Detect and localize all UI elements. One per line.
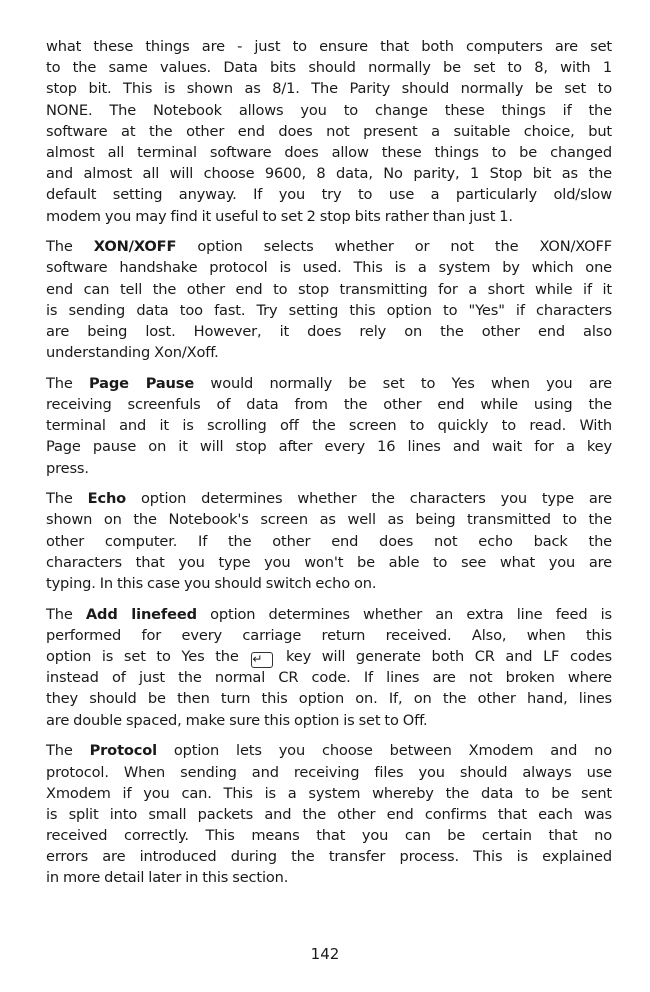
text-line [46, 373, 612, 394]
text-segment: end can tell the other end to stop transmitting for a short while if it [46, 280, 612, 298]
text-segment: stop bit. This is shown as 8/1. The Parity should normally be set to [46, 80, 612, 98]
paragraph [46, 373, 612, 479]
text-line [46, 394, 612, 415]
text-segment: option determines whether an extra line feed is [196, 605, 612, 623]
text-segment: The [46, 605, 86, 623]
text-segment: shown on the Notebook's screen as well as being transmitted to the [46, 511, 612, 529]
text-segment: press. [46, 459, 89, 477]
text-line [46, 415, 612, 436]
text-line [46, 762, 612, 783]
page-body [46, 36, 612, 898]
text-segment: NONE. The Notebook allows you to change these things if the [46, 101, 612, 119]
bold-term: XON/XOFF [93, 238, 177, 256]
text-segment: key will generate both CR and LF codes [275, 648, 612, 666]
text-segment: other computer. If the other end does not echo back the [46, 532, 612, 550]
text-line [46, 509, 612, 530]
text-line [46, 206, 612, 227]
text-line [46, 142, 612, 163]
text-segment: The [46, 490, 88, 508]
text-line [46, 710, 612, 731]
text-segment: characters that you type you won't be able to see what you are [46, 553, 612, 571]
paragraph [46, 604, 612, 731]
text-segment: received correctly. This means that you can be certain that no [46, 827, 612, 845]
text-segment: are being lost. However, it does rely on the other end also [46, 322, 612, 340]
text-line [46, 573, 612, 594]
text-segment: is split into small packets and the other end confirms that each was [46, 805, 612, 823]
text-segment: software handshake protocol is used. This is a system by which one [46, 259, 612, 277]
text-line [46, 646, 612, 667]
text-line [46, 279, 612, 300]
text-segment: they should be then turn this option on. If, on the other hand, lines [46, 690, 612, 708]
text-line [46, 667, 612, 688]
bold-term: Page Pause [89, 374, 195, 392]
paragraph [46, 488, 612, 594]
text-line [46, 867, 612, 888]
text-line [46, 436, 612, 457]
text-line [46, 57, 612, 78]
paragraph [46, 740, 612, 888]
text-segment: what these things are - just to ensure that both computers are set [46, 38, 612, 55]
text-segment: The [46, 374, 90, 392]
text-segment: and almost all will choose 9600, 8 data, No parity, 1 Stop bit as the [46, 165, 612, 183]
text-line [46, 163, 612, 184]
text-line [46, 846, 612, 867]
text-segment: option lets you choose between Xmodem and no [157, 742, 612, 760]
text-segment: option determines whether the characters you type are [126, 490, 613, 508]
text-segment: option is set to Yes the [46, 648, 250, 666]
text-segment: modem you may find it useful to set 2 stop bits rather than just 1. [46, 207, 513, 225]
text-line [46, 184, 612, 205]
text-line [46, 321, 612, 342]
text-segment: Page pause on it will stop after every 16 lines and wait for a key [46, 438, 612, 456]
text-segment: performed for every carriage return received. Also, when this [46, 626, 612, 644]
paragraph [46, 236, 612, 363]
text-line [46, 300, 612, 321]
text-segment: receiving screenfuls of data from the other end while using the [46, 396, 612, 413]
bold-term: Protocol [89, 742, 157, 760]
text-segment: understanding Xon/Xoff. [46, 344, 219, 362]
text-line [46, 625, 612, 646]
text-line [46, 825, 612, 846]
text-segment: software at the other end does not present a suitable choice, but [46, 122, 612, 140]
text-segment: in more detail later in this section. [46, 869, 289, 887]
text-segment: are double spaced, make sure this option is set to Off. [46, 711, 428, 729]
text-segment: protocol. When sending and receiving files you should always use [46, 763, 612, 781]
paragraph [46, 36, 612, 227]
text-line [46, 257, 612, 278]
text-segment: almost all terminal software does allow these things to be changed [46, 143, 612, 161]
text-segment: The [46, 238, 94, 256]
text-line [46, 236, 612, 257]
text-line [46, 552, 612, 573]
text-line [46, 688, 612, 709]
text-segment: errors are introduced during the transfer process. This is explained [46, 848, 612, 866]
text-line [46, 458, 612, 479]
text-segment: instead of just the normal CR code. If lines are not broken where [46, 669, 612, 687]
return-key-icon: ↵ [251, 652, 273, 668]
text-line [46, 78, 612, 99]
text-line [46, 531, 612, 552]
text-segment: terminal and it is scrolling off the screen to quickly to read. With [46, 417, 612, 435]
text-line [46, 342, 612, 363]
text-line [46, 740, 612, 761]
text-segment: typing. In this case you should switch echo on. [46, 575, 377, 592]
text-segment: would normally be set to Yes when you are [194, 374, 613, 392]
text-segment: is sending data too fast. Try setting this option to "Yes" if characters [46, 301, 612, 319]
text-line [46, 121, 612, 142]
text-segment: option selects whether or not the XON/XOFF [176, 238, 612, 256]
text-line [46, 804, 612, 825]
text-line [46, 783, 612, 804]
bold-term: Add linefeed [85, 605, 197, 623]
text-segment: to the same values. Data bits should normally be set to 8, with 1 [46, 59, 612, 77]
text-line [46, 100, 612, 121]
page-number: 142 [310, 945, 340, 963]
text-line [46, 604, 612, 625]
text-segment: The [46, 742, 90, 760]
text-line [46, 36, 612, 57]
text-line [46, 488, 612, 509]
bold-term: Echo [87, 490, 127, 508]
text-segment: Xmodem if you can. This is a system whereby the data to be sent [46, 784, 612, 802]
text-segment: default setting anyway. If you try to use a particularly old/slow [46, 186, 612, 204]
